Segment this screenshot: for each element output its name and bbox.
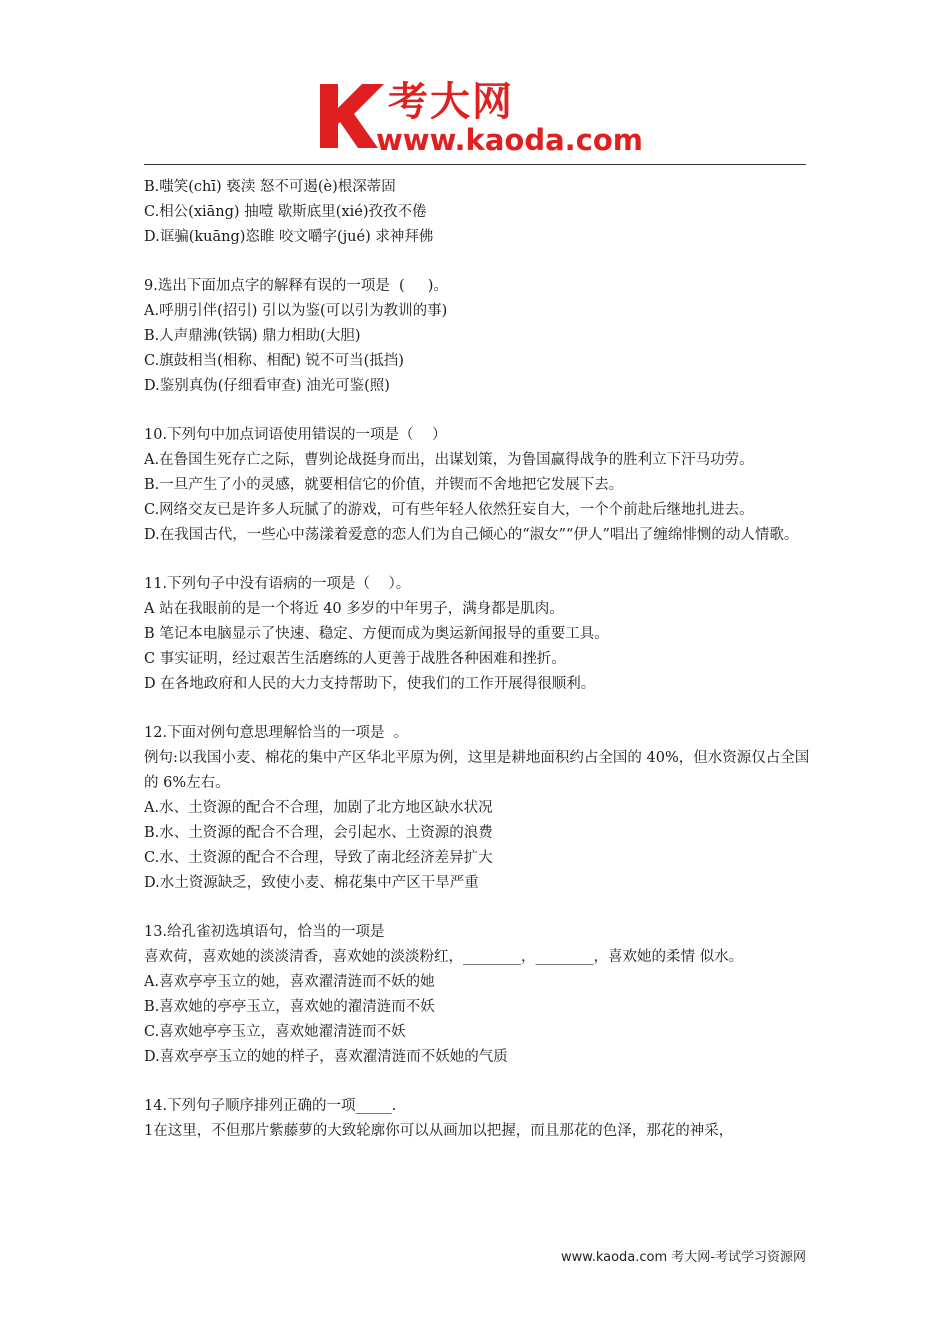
option-line: B.一旦产生了小的灵感，就要相信它的价值，并锲而不舍地把它发展下去。 (144, 477, 624, 493)
option-line: A.喜欢亭亭玉立的她，喜欢濯清涟而不妖的她 (144, 974, 435, 990)
sentence-line: 1在这里，不但那片紫藤萝的大致轮廓你可以从画加以把握，而且那花的色泽，那花的神采， (144, 1123, 734, 1139)
question-stem: 12.下面对例句意思理解恰当的一项是 。 (144, 725, 409, 741)
option-line: C.喜欢她亭亭玉立，喜欢她濯清涟而不妖 (144, 1024, 406, 1040)
option-line: D.在我国古代，一些心中荡漾着爱意的恋人们为自己倾心的“淑女”“伊人”唱出了缠绵悱恻的动人情歌。 (144, 527, 799, 543)
question-block (144, 175, 810, 250)
option-line: A.呼朋引伴(招引) 引以为鉴(可以引为教训的事) (144, 303, 448, 319)
question-stem: 10.下列句中加点词语使用错误的一项是（ ） (144, 427, 447, 443)
footer-text: www.kaoda.com 考大网-考试学习资源网 (561, 1250, 806, 1265)
option-line: B.嗤笑(chī) 亵渎 怒不可遏(è)根深蒂固 (144, 179, 396, 195)
question-block (144, 920, 810, 1070)
example-sentence: 例句:以我国小麦、棉花的集中产区华北平原为例，这里是耕地面积约占全国的 40%，但水资源仅占全国的 6%左右。 (144, 750, 810, 791)
option-line: D.鉴别真伪(仔细看审查) 油光可鉴(照) (144, 378, 390, 394)
fill-in-sentence: 喜欢荷，喜欢她的淡淡清香，喜欢她的淡淡粉红，________，________，喜欢她的柔情 似水。 (144, 949, 744, 965)
question-stem: 13.给孔雀初选填语句，恰当的一项是 (144, 924, 385, 940)
document-body (144, 175, 810, 1168)
option-line: C 事实证明，经过艰苦生活磨练的人更善于战胜各种困难和挫折。 (144, 651, 566, 667)
question-block (144, 572, 810, 697)
option-line: A.水、土资源的配合不合理，加剧了北方地区缺水状况 (144, 800, 493, 816)
question-block (144, 1094, 810, 1144)
option-line: A.在鲁国生死存亡之际，曹刿论战挺身而出，出谋划策，为鲁国赢得战争的胜利立下汗马功劳。 (144, 452, 754, 468)
option-line: C.水、土资源的配合不合理，导致了南北经济差异扩大 (144, 850, 493, 866)
option-line: D 在各地政府和人民的大力支持帮助下，使我们的工作开展得很顺利。 (144, 676, 596, 692)
question-stem: 14.下列句子顺序排列正确的一项_____. (144, 1098, 397, 1114)
question-block (144, 721, 810, 896)
option-line: C.网络交友已是许多人玩腻了的游戏，可有些年轻人依然狂妄自大，一个个前赴后继地扎进去。 (144, 502, 754, 518)
header-divider (144, 164, 806, 165)
option-line: B.水、土资源的配合不合理，会引起水、土资源的浪费 (144, 825, 493, 841)
logo-name: 考大网 (388, 79, 514, 125)
option-line: A 站在我眼前的是一个将近 40 多岁的中年男子，满身都是肌肉。 (144, 601, 564, 617)
question-block (144, 423, 810, 548)
site-logo (318, 78, 648, 160)
question-stem: 9.选出下面加点字的解释有误的一项是 ( )。 (144, 278, 448, 294)
option-line: D.喜欢亭亭玉立的她的样子，喜欢濯清涟而不妖她的气质 (144, 1049, 508, 1065)
option-line: B 笔记本电脑显示了快速、稳定、方便而成为奥运新闻报导的重要工具。 (144, 626, 609, 642)
option-line: C.相公(xiāng) 抽噎 歇斯底里(xié)孜孜不倦 (144, 204, 427, 220)
question-block (144, 274, 810, 399)
logo-url: www.kaoda.com (376, 123, 643, 157)
option-line: D.水土资源缺乏，致使小麦、棉花集中产区干旱严重 (144, 875, 479, 891)
option-line: B.人声鼎沸(铁锅) 鼎力相助(大胆) (144, 328, 361, 344)
question-stem: 11.下列句子中没有语病的一项是（ ）。 (144, 576, 411, 592)
option-line: B.喜欢她的亭亭玉立，喜欢她的濯清涟而不妖 (144, 999, 435, 1015)
option-line: D.诓骗(kuāng)恣睢 咬文嚼字(jué) 求神拜佛 (144, 229, 434, 245)
option-line: C.旗鼓相当(相称、相配) 锐不可当(抵挡) (144, 353, 404, 369)
